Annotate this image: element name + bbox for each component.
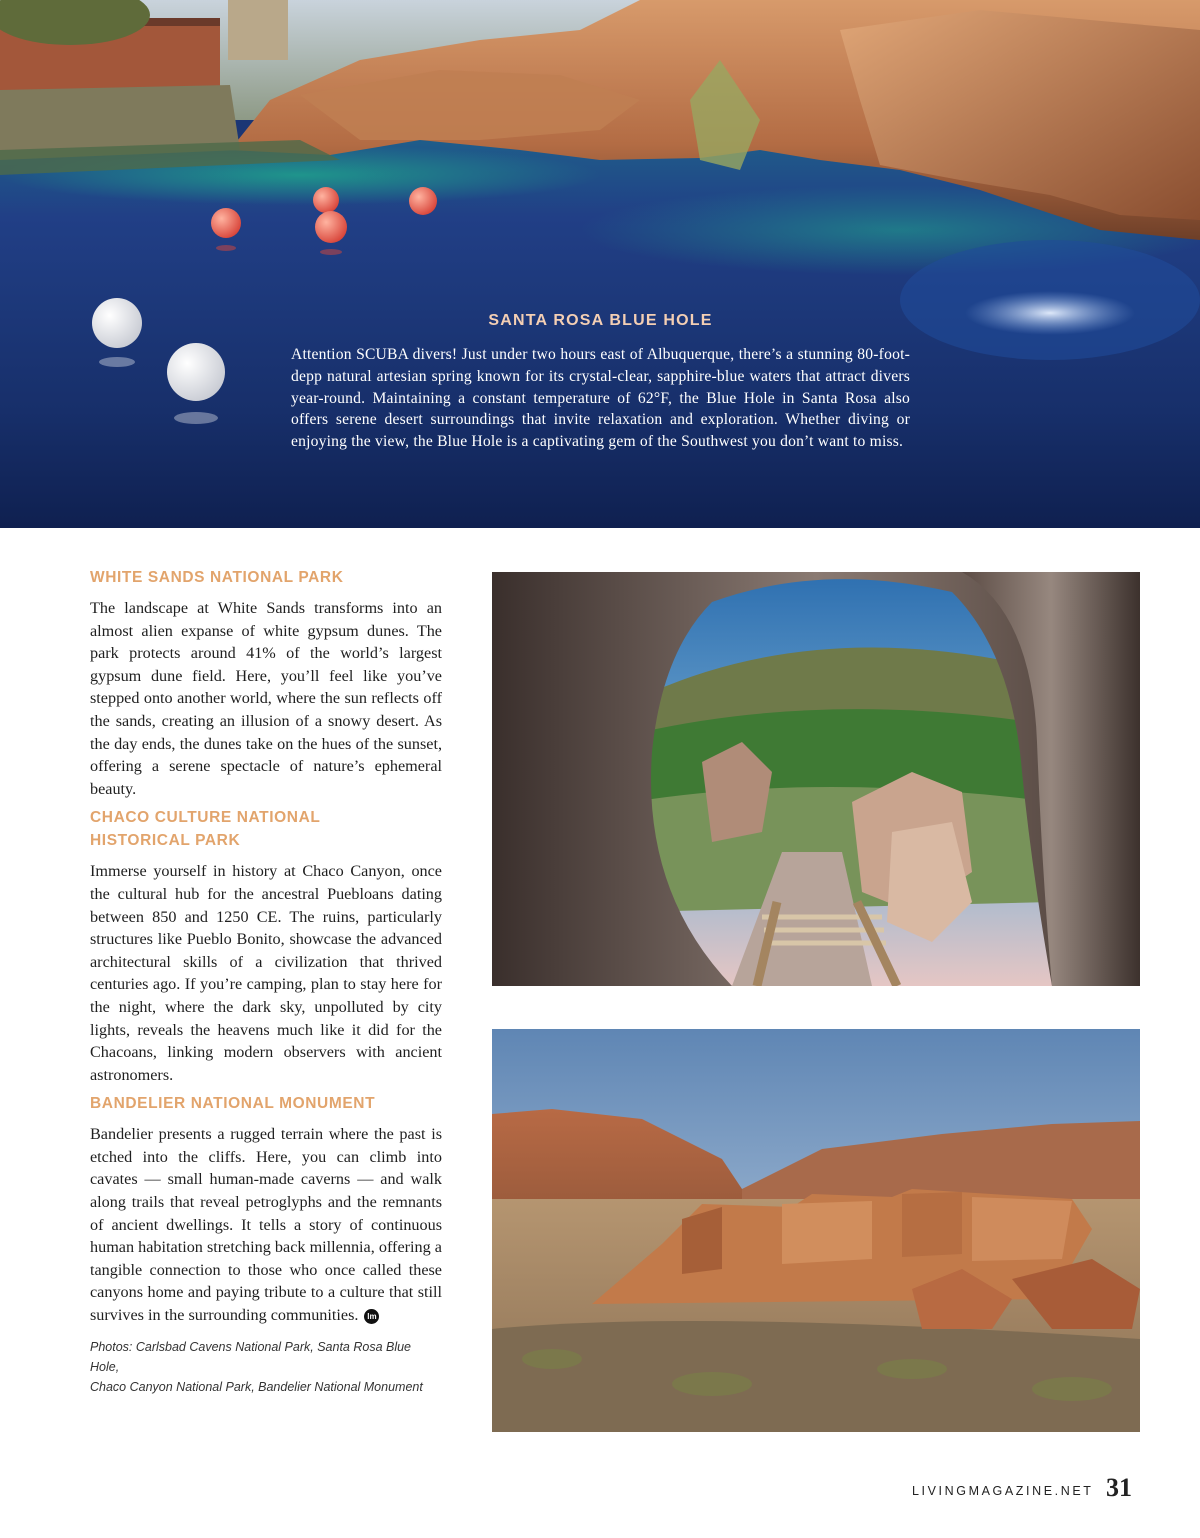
article-column: [90, 566, 442, 1397]
santa-rosa-blue-hole-photo: [0, 0, 1200, 528]
hero-caption: [291, 310, 910, 453]
section-body-bandelier-wrap: [90, 1123, 442, 1326]
section-title-white-sands: WHITE SANDS NATIONAL PARK: [90, 569, 344, 586]
photo-credits-line2: Chaco Canyon National Park, Bandelier National Monument: [90, 1379, 423, 1394]
section-title-bandelier: BANDELIER NATIONAL MONUMENT: [90, 1095, 376, 1113]
section-title-chaco: [90, 806, 442, 852]
section-title-chaco-line1: CHACO CULTURE NATIONAL: [90, 809, 321, 827]
hero-body: Attention SCUBA divers! Just under two hours east of Albuquerque, there’s a stunning 80-foot-depp natural artesian spring known for its crystal-clear, sapphire-blue waters that attract divers year-round. Maintaining a constant temperature of 62°F, the Blue Hole in Santa Rosa also offers serene desert surroundings that invite relaxation and exploration. Whether diving or enjoying the view, the Blue Hole is a captivating gem of the Southwest you don’t want to miss.: [291, 346, 910, 451]
photo-credits: [90, 1337, 442, 1397]
section-body-white-sands: The landscape at White Sands transforms into an almost alien expanse of white gypsum dunes. The park protects around 41% of the world’s largest gypsum dune field. Here, you’ll feel like you’ve stepped onto another world, where the sun reflects off the sands, creating an illusion of a snowy desert. As the day ends, the dunes take on the hues of the sunset, offering a serene spectacle of nature’s ephemeral beauty.: [90, 599, 442, 798]
footer-site-url: LIVINGMAGAZINE.NET: [912, 1484, 1094, 1498]
section-title-chaco-line2: HISTORICAL PARK: [90, 832, 241, 850]
cave-illustration: [492, 572, 1140, 986]
end-mark-icon: lm: [364, 1309, 379, 1324]
bandelier-cave-photo: [492, 572, 1140, 986]
hero-title: SANTA ROSA BLUE HOLE: [488, 312, 713, 329]
chaco-illustration: [492, 1029, 1140, 1432]
section-body-chaco: Immerse yourself in history at Chaco Canyon, once the cultural hub for the ancestral Puebloans dating between 850 and 1250 CE. The ruins, particularly structures like Pueblo Bonito, showcase the advanced architectural skills of a civilization that thrived centuries ago. If you’re camping, plan to stay here for the night, where the dark sky, unpolluted by city lights, reveals the heavens much like it did for the Chacoans, linking modern observers with ancient astronomers.: [90, 862, 442, 1084]
chaco-canyon-ruins-photo: [492, 1029, 1140, 1432]
page-number: 31: [1106, 1473, 1132, 1502]
photo-credits-line1: Photos: Carlsbad Cavens National Park, Santa Rosa Blue Hole,: [90, 1339, 412, 1374]
section-body-bandelier: Bandelier presents a rugged terrain where the past is etched into the cliffs. Here, you can climb into cavates — small human-made caverns — and walk along trails that reveal petroglyphs and the remnants of ancient dwellings. It tells a story of continuous human habitation stretching back millennia, offering a tangible connection to those who once called these canyons home and paying tribute to a culture that still survives in the surrounding communities.: [90, 1125, 442, 1325]
